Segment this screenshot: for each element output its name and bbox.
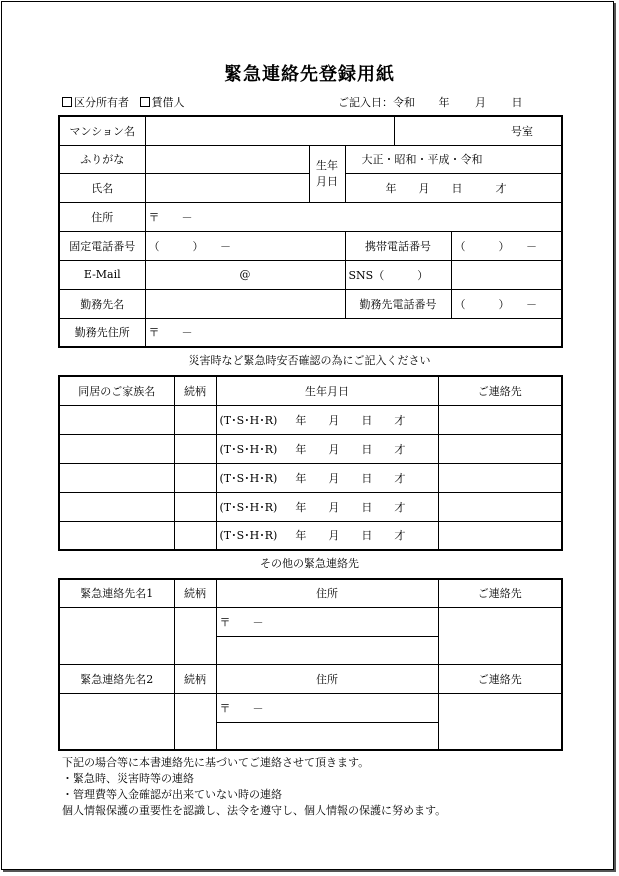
work-field[interactable] (145, 289, 345, 318)
entry-year: 年 (438, 96, 450, 109)
contact2-label: 緊急連絡先名2 (59, 664, 174, 693)
contact1-contact-label: ご連絡先 (438, 579, 562, 607)
contact1-label: 緊急連絡先名1 (59, 579, 174, 607)
other-contacts-note: その他の緊急連絡先 (260, 557, 359, 570)
sns-label[interactable]: SNS（ ） (345, 260, 451, 289)
contact2-contact-label: ご連絡先 (438, 664, 562, 693)
contact2-address-field[interactable] (216, 722, 438, 750)
owner-checkbox[interactable] (62, 97, 72, 107)
birth-label: 生年月日 (309, 145, 345, 202)
family-row (59, 463, 562, 492)
family-header-contact: ご連絡先 (438, 376, 562, 405)
contact2-postal-field[interactable]: 〒 － (216, 693, 438, 722)
era-options[interactable]: 大正・昭和・平成・令和 (345, 145, 562, 173)
family-row (59, 521, 562, 550)
date-format: 年 月 日 才 (295, 529, 406, 543)
family-row (59, 434, 562, 463)
footer-line-3: ・管理費等入金確認が出来ていない時の連絡 (62, 788, 282, 801)
family-contact-field[interactable] (438, 492, 562, 521)
entry-day: 日 (511, 96, 523, 109)
work-phone-field[interactable]: （ ） － (451, 289, 562, 318)
family-name-field[interactable] (59, 463, 174, 492)
work-phone-label: 勤務先電話番号 (345, 289, 451, 318)
contact1-addr-label: 住所 (216, 579, 438, 607)
footer-line-4: 個人情報保護の重要性を認識し、法令を遵守し、個人情報の保護に努めます。 (62, 804, 447, 817)
mobile-field[interactable]: （ ） － (451, 231, 562, 260)
furigana-label: ふりがな (59, 145, 145, 173)
era-prefix: (T･S･H･R) (219, 442, 278, 456)
work-label: 勤務先名 (59, 289, 145, 318)
entry-month: 月 (475, 96, 486, 109)
contact1-contact-field[interactable] (438, 607, 562, 664)
contact2-rel-field[interactable] (174, 693, 216, 750)
contact1-rel-field[interactable] (174, 607, 216, 664)
contact1-rel-label: 続柄 (174, 579, 216, 607)
family-birth-field[interactable] (216, 434, 438, 463)
date-format: 年 月 日 才 (295, 442, 406, 456)
family-name-field[interactable] (59, 492, 174, 521)
page-title: 緊急連絡先登録用紙 (224, 64, 395, 85)
entry-date (338, 94, 523, 110)
family-contact-field[interactable] (438, 434, 562, 463)
mansion-label: マンション名 (59, 116, 145, 145)
family-rel-field[interactable] (174, 463, 216, 492)
email-field[interactable]: @ (145, 260, 345, 289)
family-name-field[interactable] (59, 521, 174, 550)
contact2-contact-field[interactable] (438, 693, 562, 750)
furigana-field[interactable] (145, 145, 309, 173)
disaster-note: 災害時など緊急時安否確認の為にご記入ください (188, 354, 431, 367)
entry-date-label: ご記入日：令和 (338, 96, 415, 109)
work-address-label: 勤務先住所 (59, 318, 145, 347)
emergency-contacts-table (58, 578, 563, 751)
landline-label: 固定電話番号 (59, 231, 145, 260)
birth-date-field[interactable]: 年 月 日 才 (345, 173, 562, 202)
name-field[interactable] (145, 173, 309, 202)
owner-type-row (62, 94, 185, 110)
landline-field[interactable]: （ ） － (145, 231, 345, 260)
family-header-name: 同居のご家族名 (59, 376, 174, 405)
family-row (59, 405, 562, 434)
contact2-rel-label: 続柄 (174, 664, 216, 693)
mobile-label: 携帯電話番号 (345, 231, 451, 260)
footer-line-2: ・緊急時、災害時等の連絡 (62, 772, 194, 785)
email-label: E-Mail (59, 260, 145, 289)
footer-line-1: 下記の場合等に本書連絡先に基づいてご連絡させて頂きます。 (62, 756, 370, 769)
family-contact-field[interactable] (438, 463, 562, 492)
sns-field[interactable] (451, 260, 562, 289)
family-rel-field[interactable] (174, 434, 216, 463)
date-format: 年 月 日 才 (295, 471, 406, 485)
family-name-field[interactable] (59, 434, 174, 463)
family-row (59, 492, 562, 521)
work-address-field[interactable]: 〒 － (145, 318, 562, 347)
contact2-addr-label: 住所 (216, 664, 438, 693)
contact1-postal-field[interactable]: 〒 － (216, 607, 438, 636)
address-label: 住所 (59, 202, 145, 231)
mansion-field[interactable] (145, 116, 394, 145)
era-prefix: (T･S･H･R) (219, 500, 278, 514)
era-prefix: (T･S･H･R) (219, 471, 278, 485)
family-rel-field[interactable] (174, 405, 216, 434)
date-format: 年 月 日 才 (295, 500, 406, 514)
family-name-field[interactable] (59, 405, 174, 434)
family-contact-field[interactable] (438, 521, 562, 550)
date-format: 年 月 日 才 (295, 413, 406, 427)
family-header-birth: 生年月日 (216, 376, 438, 405)
contact2-name-field[interactable] (59, 693, 174, 750)
era-prefix: (T･S･H･R) (219, 413, 278, 427)
family-birth-field[interactable] (216, 521, 438, 550)
address-field[interactable]: 〒 － (145, 202, 562, 231)
tenant-checkbox[interactable] (140, 97, 150, 107)
family-rel-field[interactable] (174, 521, 216, 550)
family-contact-field[interactable] (438, 405, 562, 434)
era-prefix: (T･S･H･R) (219, 529, 278, 543)
contact1-name-field[interactable] (59, 607, 174, 664)
owner-label: 区分所有者 (74, 96, 129, 109)
family-header-rel: 続柄 (174, 376, 216, 405)
family-birth-field[interactable] (216, 492, 438, 521)
tenant-label: 賃借人 (151, 96, 185, 109)
family-table (58, 375, 563, 551)
room-label[interactable]: 号室 (394, 116, 562, 145)
family-birth-field[interactable] (216, 463, 438, 492)
family-rel-field[interactable] (174, 492, 216, 521)
contact1-address-field[interactable] (216, 636, 438, 664)
resident-info-table (58, 115, 563, 348)
name-label: 氏名 (59, 173, 145, 202)
family-birth-field[interactable] (216, 405, 438, 434)
